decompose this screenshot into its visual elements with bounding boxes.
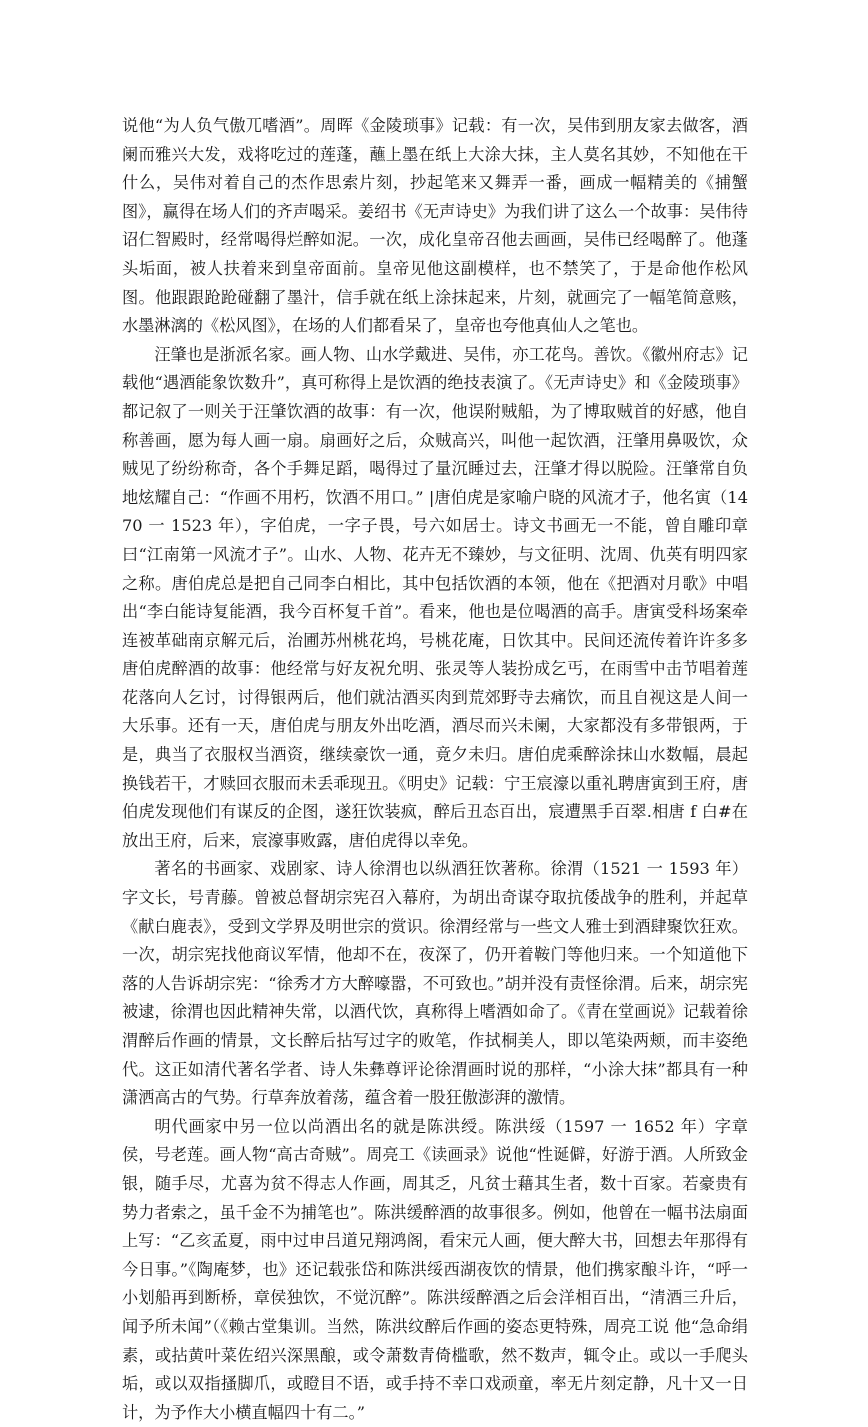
paragraph-wu-wei-continued: 说他“为人负气傲兀嗜酒”。周晖《金陵琐事》记载：有一次，吴伟到朋友家去做客，酒阑而雅兴大发，戏将吃过的莲蓬，蘸上墨在纸上大涂大抹，主人莫名其妙，不知他在干什么，吴伟对着自己的杰作思索片刻，抄起笔来又舞弄一番，画成一幅精美的《捕蟹图》，赢得在场人们的齐声喝采。姜绍书《无声诗史》为我们讲了这么一个故事：吴伟待诏仁智殿时，经常喝得烂醉如泥。一次，成化皇帝召他去画画，吴伟已经喝醉了。他蓬头垢面，被人扶着来到皇帝面前。皇帝见他这副模样，也不禁笑了，于是命他作松风图。他跟跟跄跄碰翻了墨汁，信手就在纸上涂抹起来，片刻，就画完了一幅笔简意赅，水墨淋漓的《松风图》，在场的人们都看呆了，皇帝也夸他真仙人之笔也。 [122, 116, 748, 336]
paragraph-wang-zhao-tang-yin: 汪肇也是浙派名家。画人物、山水学戴进、吴伟，亦工花鸟。善饮。《徽州府志》记载他“遇酒能象饮数升”，真可称得上是饮酒的绝技表演了。《无声诗史》和《金陵琐事》都记叙了一则关于汪肇饮酒的故事：有一次，他误附贼船，为了博取贼首的好感，他自称善画，愿为每人画一扇。扇画好之后，众贼高兴，叫他一起饮酒，汪肇用鼻吸饮，众贼见了纷纷称奇，各个手舞足蹈，喝得过了量沉睡过去，汪肇才得以脱险。汪肇常自负地炫耀自己：“作画不用朽，饮酒不用口。” |唐伯虎是家喻户晓的风流才子，他名寅（1470 一 1523 年），字伯虎，一字子畏，号六如居士。诗文书画无一不能，曾自雕印章曰“江南第一风流才子”。山水、人物、花卉无不臻妙，与文征明、沈周、仇英有明四家之称。唐伯虎总是把自己同李白相比，其中包括饮酒的本领，他在《把酒对月歌》中唱出“李白能诗复能酒，我今百杯复千首”。看来，他也是位喝酒的高手。唐寅受科场案牵连被革础南京解元后，治圃苏州桃花坞，号桃花庵，日饮其中。民间还流传着许许多多唐伯虎醉酒的故事：他经常与好友祝允明、张灵等人装扮成乞丐，在雨雪中击节唱着莲花落向人乞讨，讨得银两后，他们就沽酒买肉到荒郊野寺去痛饮，而且自视这是人间一大乐事。还有一天，唐伯虎与朋友外出吃酒，酒尽而兴未阑，大家都没有多带银两，于是，典当了衣服权当酒资，继续豪饮一通，竟夕未归。唐伯虎乘醉涂抹山水数幅，晨起换钱若干，才赎回衣服而未丢乖现丑。《明史》记载：宁王宸濠以重礼聘唐寅到王府，唐伯虎发现他们有谋反的企图，遂狂饮装疯，醉后丑态百出，宸遭黑手百翠.相唐 f 白#在放出王府，后来，宸濠事败露，唐伯虎得以幸免。 [122, 344, 748, 850]
paragraph-chen-hongshou: 明代画家中另一位以尚酒出名的就是陈洪绶。陈洪绥（1597 一 1652 年）字章侯，号老莲。画人物“高古奇贼”。周亮工《读画录》说他“性诞僻，好游于酒。人所致金银，随手尽，尤喜为贫不得志人作画，周其乏，凡贫士藉其生者，数十百家。若豪贵有势力者索之，虽千金不为捕笔也”。陈洪缓醉酒的故事很多。例如，他曾在一幅书法扇面上写：“乙亥孟夏，雨中过申吕道兄翔鸿阁，看宋元人画，便大醉大书，回想去年那得有今日事。”《陶庵梦，也》还记载张岱和陈洪绥西湖夜饮的情景，他们携家酿斗许，“呼一小划船再到断桥，章侯独饮，不觉沉醉”。陈洪绥醉酒之后会洋相百出，“清酒三升后，闻予所未闻”（《赖古堂集训。当然，陈洪纹醉后作画的姿态更特殊，周亮工说 他“急命绢素，或拈黄叶菜佐绍兴深黑酿，或令萧数青倚槛歌，然不数声，辄令止。或以一手爬头垢，或以双指搔脚爪，或瞪目不语，或手持不幸口戏顽童，率无片刻定静，凡十又一日计，为予作大小横直幅四十有二。” [122, 1116, 748, 1422]
paragraph-xu-wei: 著名的书画家、戏剧家、诗人徐渭也以纵酒狂饮著称。徐渭（1521 一 1593 年）字文长，号青藤。曾被总督胡宗宪召入幕府，为胡出奇谋夺取抗倭战争的胜利，并起草《献白鹿表》，受到文学界及明世宗的赏识。徐渭经常与一些文人雅士到酒肆聚饮狂欢。一次，胡宗宪找他商议军情，他却不在，夜深了，仍开着鞍门等他归来。一个知道他下落的人告诉胡宗宪：“徐秀才方大醉嚎嚣，不可致也。”胡并没有责怪徐渭。后来，胡宗宪被逮，徐渭也因此精神失常，以酒代饮，真称得上嗜酒如命了。《青在堂画说》记载着徐渭醉后作画的情景，文长醉后拈写过字的败笔，作拭桐美人，即以笔染两颊，而丰姿绝代。这正如清代著名学者、诗人朱彝尊评论徐渭画时说的那样，“小涂大抹”都具有一种潇洒高古的气势。行草奔放着荡，蕴含着一股狂傲澎湃的激情。 [122, 859, 748, 1108]
document-page [122, 112, 748, 1427]
